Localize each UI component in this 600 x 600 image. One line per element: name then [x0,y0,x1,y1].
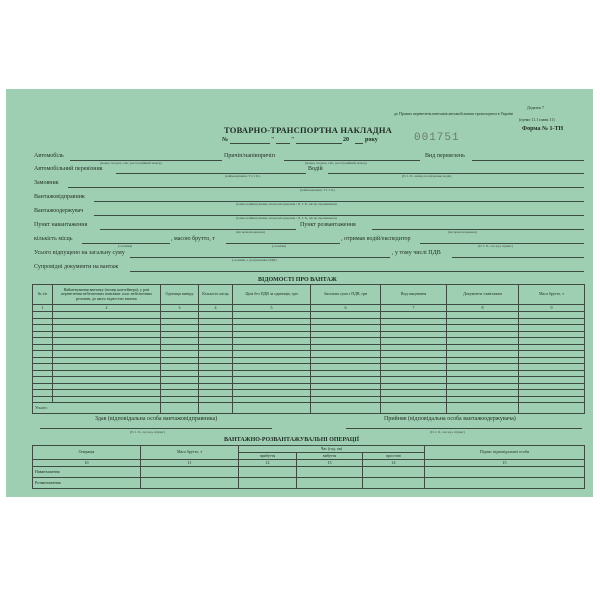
unloading-point-label: Пункт розвантаження [300,222,356,228]
departure-header: вибуття [297,453,363,460]
table-cell[interactable] [161,403,199,414]
gross-mass-header: Маса брутто, т [141,446,239,460]
column-number: 11 [141,460,239,467]
form-number: Форма № 1-ТН [522,126,564,132]
table-cell[interactable] [425,478,585,489]
total-sum-hint: (словами, з урахуванням ПДВ) [232,258,277,262]
cargo-header-cell: Вид пакування [381,285,447,305]
vat-line[interactable] [452,257,584,258]
gross-mass-hint: (словами) [272,244,287,248]
column-number: 4 [199,305,233,312]
column-number: 2 [53,305,161,312]
cargo-total-label: Усього: [33,403,161,414]
appendix-line-3: (пункт 11.1 глави 11) [519,117,555,122]
column-number: 10 [33,460,141,467]
customer-hint: (найменування / П. І. Б.) [300,188,336,192]
driver-label: Водій [308,166,323,172]
carrier-line[interactable] [116,173,306,174]
accompanying-docs-label: Супровідні документи на вантаж [34,264,119,270]
loading-point-label: Пункт навантаження [34,222,88,228]
loading-row [33,467,585,478]
table-cell[interactable] [447,403,519,414]
unloading-row [33,478,585,489]
page-title: ТОВАРНО-ТРАНСПОРТНА НАКЛАДНА [224,125,392,135]
consignee-hint: (повне найменування, місцезнаходження / П. І. Б., місце проживання) [236,216,337,220]
column-number: 8 [447,305,519,312]
operations-section-title: ВАНТАЖНО-РОЗВАНТАЖУВАЛЬНІ ОПЕРАЦІЇ [224,437,360,443]
cargo-total-row [33,403,585,414]
date-quote-close: " [291,137,295,143]
cargo-header-cell: Кількість місць [199,285,233,305]
loading-point-hint: (місцезнаходження) [236,230,265,234]
shipper-hint: (повне найменування, місцезнаходження / П. І. Б., місце проживання) [236,202,337,206]
year-line [355,143,363,144]
table-cell[interactable] [363,478,425,489]
trailer-hint: (марка, модель, тип, реєстраційний номер) [305,161,367,165]
column-number: 7 [381,305,447,312]
table-cell[interactable] [141,478,239,489]
accepted-label: Прийняв (відповідальна особа вантажоодержувача) [384,416,516,422]
column-number: 5 [233,305,311,312]
table-cell[interactable] [239,478,297,489]
operations-column-number-row [33,460,585,467]
consignee-line[interactable] [94,215,584,216]
table-cell[interactable] [141,467,239,478]
column-number: 6 [311,305,381,312]
serial-number: 001751 [414,132,460,144]
column-number: 14 [363,460,425,467]
downtime-header: простою [363,453,425,460]
cargo-header-cell: Одиниця виміру [161,285,199,305]
arrival-header: прибуття [239,453,297,460]
handed-over-label: Здав (відповідальна особа вантажовідправника) [95,416,218,422]
handed-over-hint: (П. І. Б., посада, підпис) [130,430,165,434]
transport-type-line[interactable] [472,160,584,161]
customer-label: Замовник [34,180,59,186]
places-count-hint: (словами) [118,244,133,248]
year-prefix: 20 [343,137,349,143]
total-sum-label: Усього відпущено на загальну суму [34,250,125,256]
cargo-header-cell: Маса брутто, т [519,285,585,305]
table-cell[interactable] [233,403,311,414]
carrier-hint: (найменування / П. І. Б.) [225,174,261,178]
cargo-header-cell: № з/п [33,285,53,305]
accompanying-docs-line[interactable] [130,271,584,272]
received-by-label: , отримав водій/експедитор [341,236,411,242]
table-cell[interactable] [297,478,363,489]
accepted-hint: (П. І. Б., посада, підпис) [430,430,465,434]
loading-row-label: Навантаження [33,467,141,478]
cargo-header-cell: Ціна без ПДВ за одиницю, грн [233,285,311,305]
month-line [296,143,342,144]
table-cell[interactable] [381,403,447,414]
column-number: 9 [519,305,585,312]
column-number: 15 [425,460,585,467]
vehicle-label: Автомобіль [34,153,64,159]
cargo-table-body [33,312,585,403]
loading-point-line[interactable] [100,229,296,230]
cargo-section-title: ВІДОМОСТІ ПРО ВАНТАЖ [258,277,337,283]
table-cell[interactable] [519,403,585,414]
gross-mass-label: , масою брутто, т [171,236,215,242]
trailer-label: Причіп/напівпричіп [224,153,275,159]
transport-type-label: Вид перевезень [425,153,465,159]
unloading-row-label: Розвантаження [33,478,141,489]
cargo-header-cell: Найменування вантажу (номер контейнера), у разі перевезення небезпечних вантажів: клас небезпечних речовин, до якого віднесено вантаж [53,285,161,305]
consignee-label: Вантажоодержувач [34,208,84,214]
handed-over-line[interactable] [40,428,272,429]
table-cell[interactable] [239,467,297,478]
cargo-column-number-row [33,305,585,312]
table-cell[interactable] [297,467,363,478]
shipper-line[interactable] [94,201,584,202]
driver-hint: (П. І. Б., номер посвідчення водія) [402,174,452,178]
vat-label: , у тому числі ПДВ [392,250,441,256]
column-number: 12 [239,460,297,467]
shipper-label: Вантажовідправник [34,194,85,200]
unloading-point-line[interactable] [372,229,584,230]
number-prefix: № [222,137,229,143]
date-quote-open: " [271,137,275,143]
received-by-hint: (П. І. Б., посада, підпис) [478,244,513,248]
accepted-line[interactable] [346,428,582,429]
number-line [230,143,270,144]
time-header: Час (год. хв) [239,446,425,453]
cargo-header-cell: Документи з вантажем [447,285,519,305]
unloading-point-hint: (місцезнаходження) [448,230,477,234]
column-number: 13 [297,460,363,467]
table-cell[interactable] [311,403,381,414]
day-line [276,143,290,144]
cargo-table [32,284,585,414]
signature-header: Підпис відповідальної особи [425,446,585,460]
operation-header: Операція [33,446,141,460]
operations-table [32,445,585,489]
table-cell[interactable] [363,467,425,478]
vehicle-hint: (марка, модель, тип, реєстраційний номер) [100,161,162,165]
operations-header-row [33,446,585,453]
year-suffix: року [365,137,378,143]
table-cell[interactable] [199,403,233,414]
cargo-header-cell: Загальна сума з ПДВ, грн [311,285,381,305]
table-cell[interactable] [425,467,585,478]
carrier-label: Автомобільний перевізник [34,166,103,172]
appendix-line-2: до Правил перевезень вантажів автомобільним транспортом в Україні [394,111,514,116]
column-number: 1 [33,305,53,312]
places-count-label: кількість місць [34,236,73,242]
appendix-line-1: Додаток 7 [527,105,544,110]
column-number: 3 [161,305,199,312]
driver-line[interactable] [328,173,584,174]
cargo-header-row [33,285,585,305]
